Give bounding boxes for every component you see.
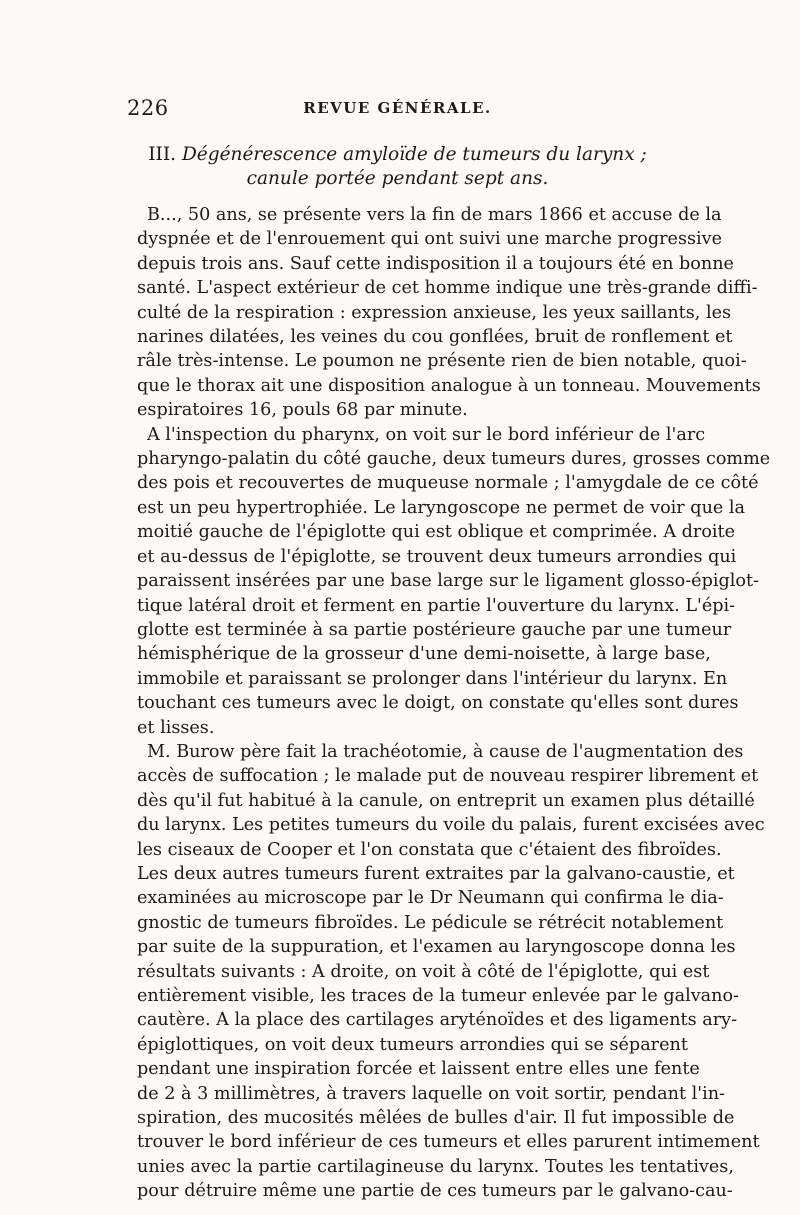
text-line: et au-dessus de l'épiglotte, se trouvent deux tumeurs arrondies qui <box>137 546 737 567</box>
text-line: dyspnée et de l'enrouement qui ont suivi une marche progressive <box>137 229 722 250</box>
text-line: résultats suivants : A droite, on voit à côté de l'épiglotte, qui est <box>137 961 710 982</box>
text-line: culté de la respiration : expression anxieuse, les yeux saillants, les <box>137 302 732 323</box>
text-line: accès de suffocation ; le malade put de nouveau respirer librement et <box>137 766 759 787</box>
text-line: M. Burow père fait la trachéotomie, à cause de l'augmentation des <box>147 741 744 762</box>
text-line: depuis trois ans. Sauf cette indisposition il a toujours été en bonne <box>137 253 734 274</box>
text-line: les ciseaux de Cooper et l'on constata que c'étaient des fibroïdes. <box>137 839 722 860</box>
text-line: pour détruire même une partie de ces tumeurs par le galvano-cau- <box>137 1181 733 1202</box>
section-title-text-1: Dégénérescence amyloïde de tumeurs du larynx ; <box>181 144 647 165</box>
text-line: pendant une inspiration forcée et laissent entre elles une fente <box>137 1059 700 1080</box>
text-line: spiration, des mucosités mêlées de bulles d'air. Il fut impossible de <box>137 1108 735 1129</box>
text-line: narines dilatées, les veines du cou gonflées, bruit de ronflement et <box>137 327 733 348</box>
text-line: examinées au microscope par le Dr Neumann qui confirma le dia- <box>137 888 724 909</box>
text-line: immobile et paraissant se prolonger dans l'intérieur du larynx. En <box>137 668 728 689</box>
text-line: épiglottiques, on voit deux tumeurs arrondies qui se séparent <box>137 1034 688 1055</box>
text-line: des pois et recouvertes de muqueuse normale ; l'amygdale de ce côté <box>137 473 759 494</box>
running-head: REVUE GÉNÉRALE. <box>303 99 492 117</box>
text-line: trouver le bord inférieur de ces tumeurs et elles parurent intimement <box>137 1132 760 1153</box>
text-line: moitié gauche de l'épiglotte qui est oblique et comprimée. A droite <box>137 522 736 543</box>
text-line: B..., 50 ans, se présente vers la fin de mars 1866 et accuse de la <box>147 205 722 225</box>
text-line: dès qu'il fut habitué à la canule, on entreprit un examen plus détaillé <box>137 790 755 811</box>
section-number: III. <box>148 144 177 165</box>
text-line: est un peu hypertrophiée. Le laryngoscope ne permet de voir que la <box>137 497 746 518</box>
section-title <box>127 143 668 191</box>
text-line: A l'inspection du pharynx, on voit sur le bord inférieur de l'arc <box>147 424 706 445</box>
page-header <box>127 96 668 126</box>
text-line: et lisses. <box>137 717 215 738</box>
page-number: 226 <box>127 96 169 120</box>
text-line: santé. L'aspect extérieur de cet homme indique une très-grande diffi- <box>137 278 758 299</box>
text-line: de 2 à 3 millimètres, à travers laquelle on voit sortir, pendant l'in- <box>137 1083 725 1104</box>
text-line: espiratoires 16, pouls 68 par minute. <box>137 400 468 421</box>
section-title-line-2: canule portée pendant sept ans. <box>246 168 549 189</box>
text-line: gnostic de tumeurs fibroïdes. Le pédicule se rétrécit notablement <box>137 912 724 933</box>
text-line: glotte est terminée à sa partie postérieure gauche par une tumeur <box>137 619 732 640</box>
text-line: tique latéral droit et ferment en partie l'ouverture du larynx. L'épi- <box>137 595 736 616</box>
text-line: que le thorax ait une disposition analogue à un tonneau. Mouvements <box>137 375 761 396</box>
text-line: Les deux autres tumeurs furent extraites par la galvano-caustie, et <box>137 863 735 884</box>
text-line: unies avec la partie cartilagineuse du larynx. Toutes les tentatives, <box>137 1156 734 1177</box>
text-line: râle très-intense. Le poumon ne présente rien de bien notable, quoi- <box>137 351 747 372</box>
text-line: cautère. A la place des cartilages aryténoïdes et des ligaments ary- <box>137 1010 738 1031</box>
text-line: par suite de la suppuration, et l'examen au laryngoscope donna les <box>137 937 736 958</box>
text-line: touchant ces tumeurs avec le doigt, on constate qu'elles sont dures <box>137 693 739 714</box>
body-text <box>137 203 771 1204</box>
section-title-line-1 <box>127 143 668 167</box>
text-line: entièrement visible, les traces de la tumeur enlevée par le galvano- <box>137 986 739 1006</box>
text-line: du larynx. Les petites tumeurs du voile du palais, furent excisées avec <box>137 815 765 836</box>
text-line: hémisphérique de la grosseur d'une demi-noisette, à large base, <box>137 644 711 665</box>
text-line: pharyngo-palatin du côté gauche, deux tumeurs dures, grosses comme <box>137 449 771 470</box>
text-line: paraissent insérées par une base large sur le ligament glosso-épiglot- <box>137 571 759 592</box>
